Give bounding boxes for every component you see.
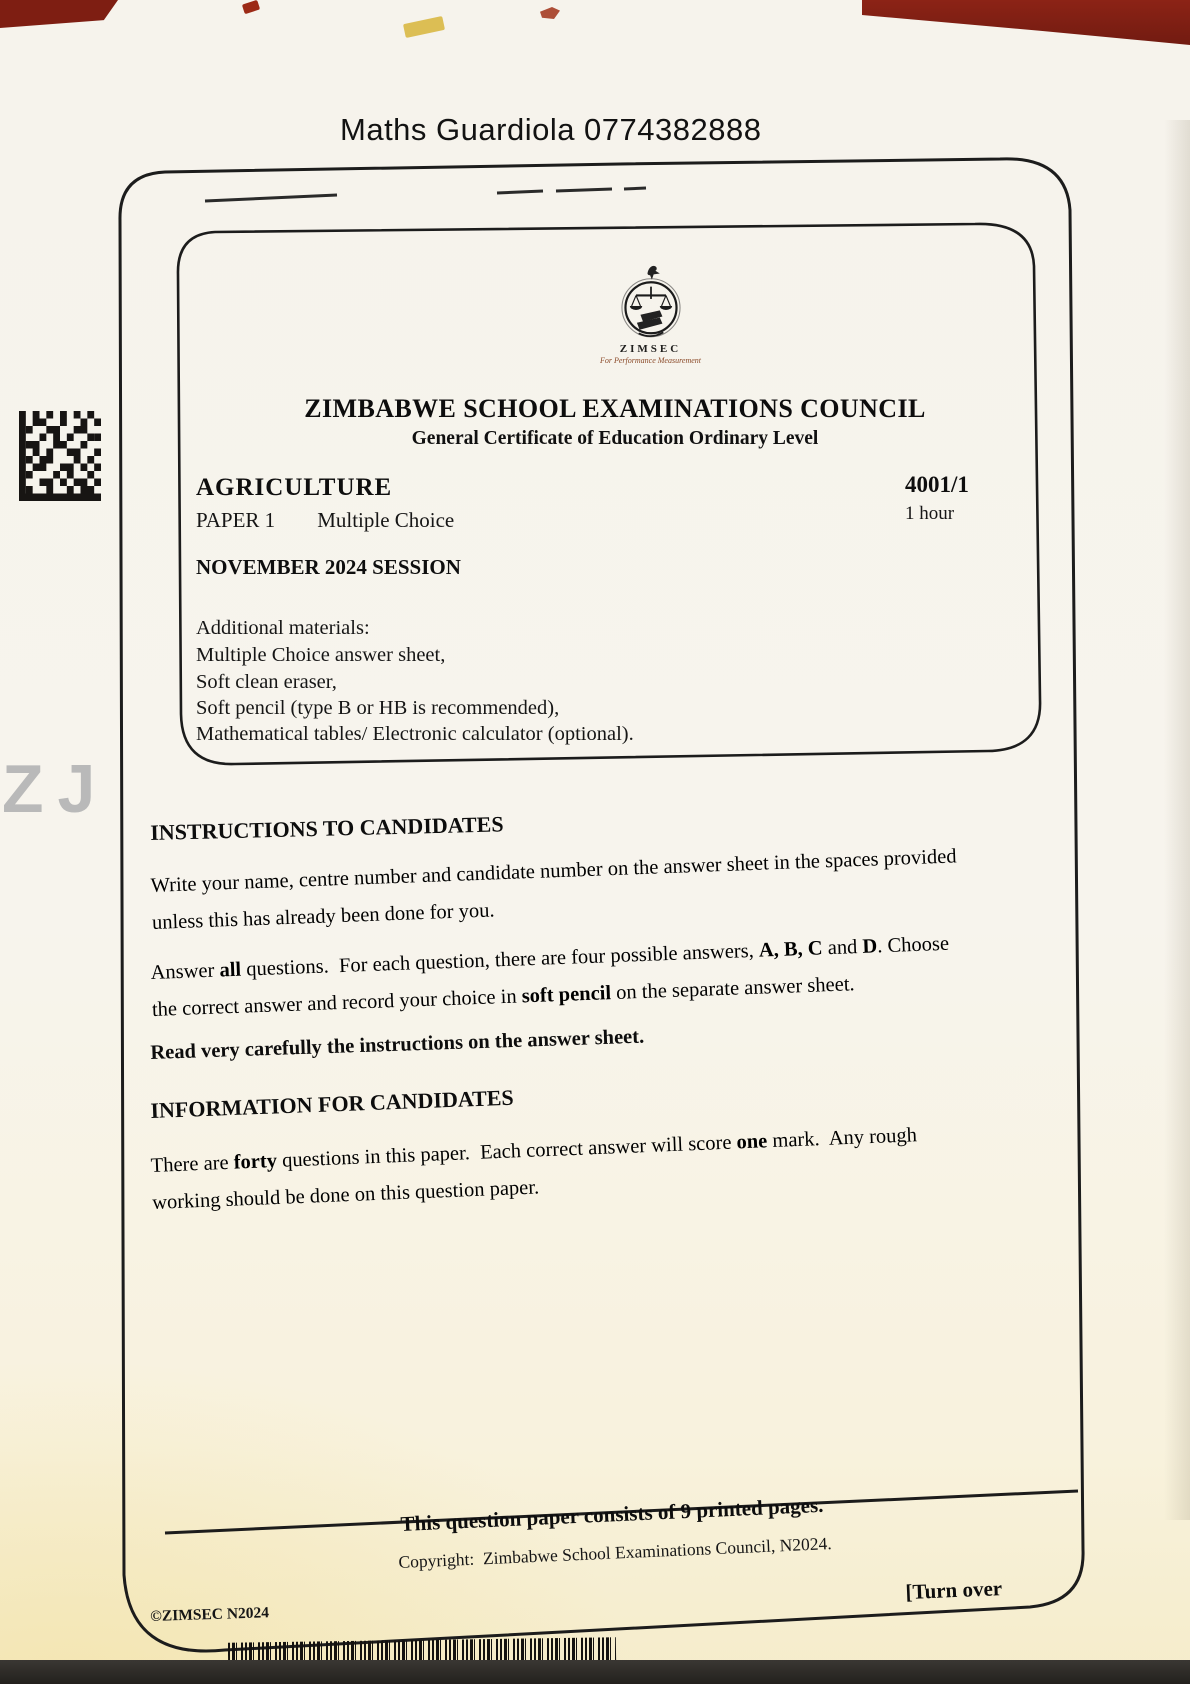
zimsec-logo-tagline: For Performance Measurement <box>599 356 701 365</box>
material-item: Multiple Choice answer sheet, <box>196 644 446 666</box>
subject-title: AGRICULTURE <box>196 474 393 501</box>
paper-type: Multiple Choice <box>317 508 455 532</box>
session-title: NOVEMBER 2024 SESSION <box>196 555 461 579</box>
read-instructions-note: Read very carefully the instructions on the answer sheet. <box>150 1025 645 1064</box>
scan-dash <box>556 189 612 191</box>
material-item: Mathematical tables/ Electronic calculator (optional). <box>196 723 634 745</box>
paragraph-line: There are forty questions in this paper. Each correct answer will score one mark. Any rough <box>150 1124 918 1177</box>
paragraph-line: the correct answer and record your choice in soft pencil on the separate answer sheet. <box>151 973 855 1021</box>
scan-dash <box>497 191 543 193</box>
material-item: Soft pencil (type B or HB is recommended), <box>196 697 560 719</box>
material-item: Soft clean eraser, <box>196 671 337 693</box>
paragraph-line: unless this has already been done for you. <box>151 899 495 934</box>
scan-dash <box>205 195 337 201</box>
certificate-subtitle: General Certificate of Education Ordinary Level <box>411 428 819 449</box>
turn-over-note: [Turn over <box>905 1576 1003 1604</box>
zj-watermark: ZJ <box>2 751 110 827</box>
council-title: ZIMBABWE SCHOOL EXAMINATIONS COUNCIL <box>304 394 926 423</box>
instructions-heading: INSTRUCTIONS TO CANDIDATES <box>150 811 504 845</box>
materials-label: Additional materials: <box>196 617 370 639</box>
paragraph-line: Answer all questions. For each question, there are four possible answers, A, B, C and D. Choose <box>150 932 950 984</box>
information-heading: INFORMATION FOR CANDIDATES <box>150 1084 515 1123</box>
pages-note: This question paper consists of 9 printed pages. <box>400 1492 824 1536</box>
scan-edge-band <box>0 1660 1190 1684</box>
scan-dash <box>624 188 646 189</box>
copyright-line: Copyright: Zimbabwe School Examinations Council, N2024. <box>398 1533 833 1572</box>
paper-code: 4001/1 <box>905 472 969 497</box>
zimsec-logo <box>558 262 743 365</box>
paragraph-line: Write your name, centre number and candidate number on the answer sheet in the spaces provided <box>150 845 957 897</box>
data-matrix-code <box>19 411 101 501</box>
paper-line <box>196 508 454 533</box>
paragraph-line: working should be done on this question paper. <box>151 1176 540 1214</box>
zimsec-logo-name: ZIMSEC <box>619 343 682 355</box>
watermark-text: Maths Guardiola 0774382888 <box>340 112 762 147</box>
paper-duration: 1 hour <box>905 503 955 524</box>
zimsec-emblem-icon <box>607 262 695 350</box>
paper-number: PAPER 1 <box>196 508 276 532</box>
zimsec-imprint: ©ZIMSEC N2024 <box>150 1604 270 1625</box>
